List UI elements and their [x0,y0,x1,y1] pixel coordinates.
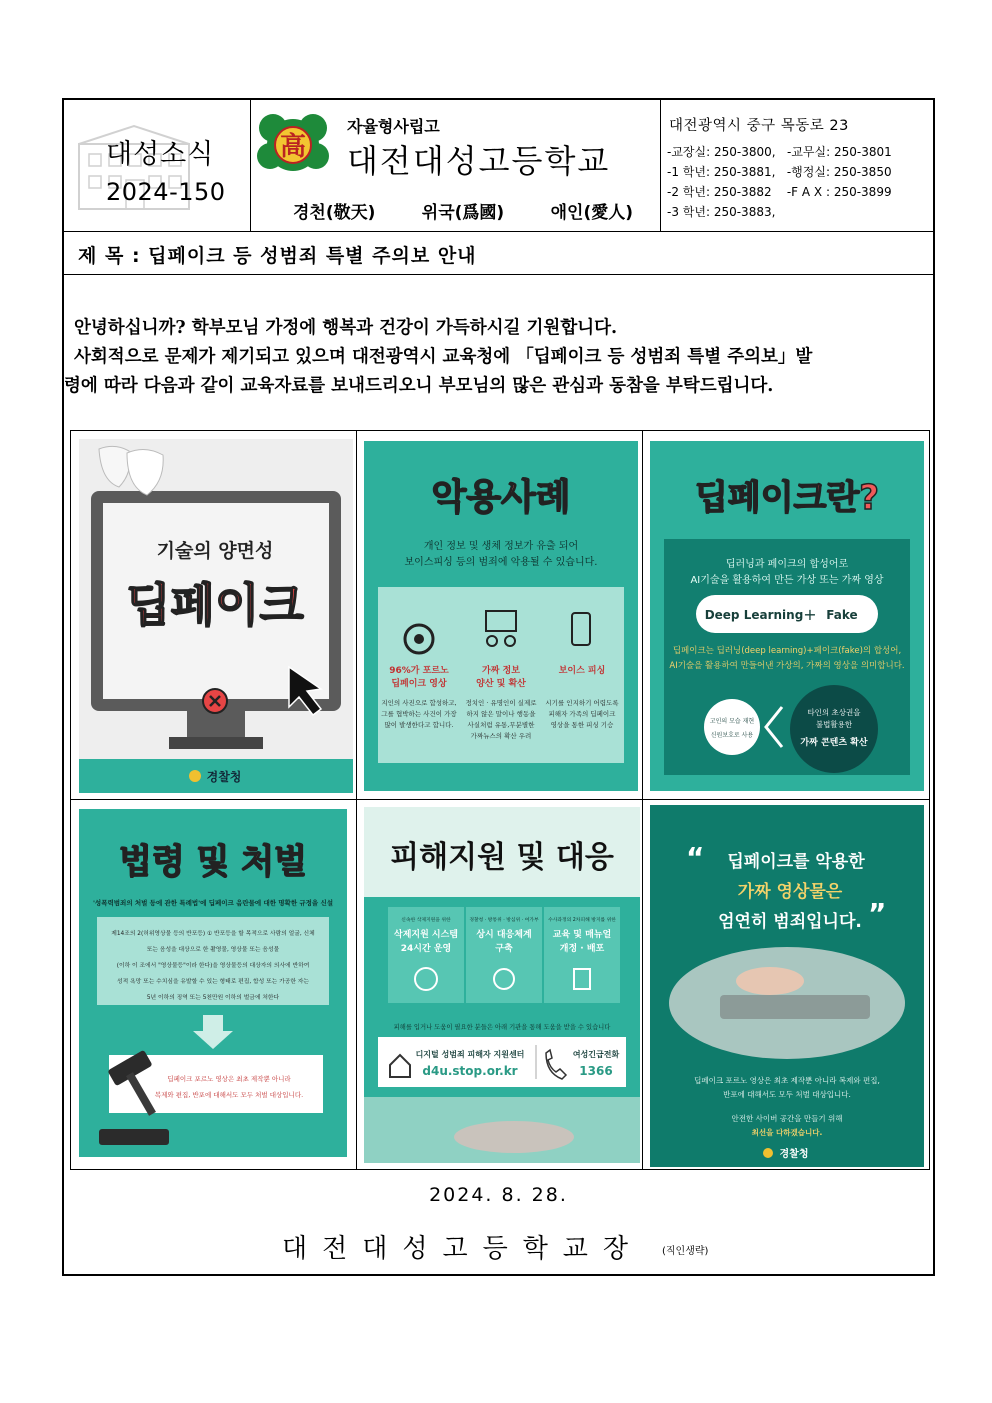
body-line-1: 안녕하십니까? 학부모님 가정에 행복과 건강이 가득하시길 기원합니다. [74,318,618,338]
principal-signature: 대전대성고등학교장 [282,1234,644,1264]
c2-intro-1: 개인 정보 및 생체 정보가 유출 되어 [423,541,579,552]
c5-col-big: 삭제지원 시스템 [394,930,458,940]
c5-col-big: 24시간 운영 [400,944,452,954]
c3-desc-1: 딥러닝과 페이크의 합성어로 [725,559,849,570]
school-name: 대전대성고등학교 [347,142,611,180]
c2-item2-title2: 양산 및 확산 [476,679,526,689]
poster-victim-support [364,807,640,1163]
school-emblem-icon [255,112,331,178]
school-address: 대전광역시 중구 목동로 23 [669,118,849,134]
c3-def-2: AI기술을 활용하여 만들어낸 가상의, 가짜의 영상을 의미합니다. [669,661,905,671]
c3-circle-small: 고인의 모습 재현 [709,718,755,725]
c2-item2-desc: 사실처럼 유통,무분별한 [467,721,535,729]
school-info [251,100,661,231]
c3-title: 딥페이크란? [695,478,879,518]
c5-phone-num: 1366 [579,1064,613,1078]
subject-title: 제 목 : 딥페이크 등 성범죄 특별 주의보 안내 [78,245,477,267]
school-type: 자율형사립고 [347,117,440,136]
header [64,100,933,232]
newsletter-number: 2024-150 [106,178,226,206]
poster-law-penalty [79,809,347,1157]
c2-item1-desc: 지인의 사진으로 합성하고, [381,699,457,707]
poster-misuse-cases [364,441,638,791]
document-frame [62,98,935,1276]
c2-item1-title2: 딥페이크 영상 [391,679,447,689]
c5-help: 피해를 입거나 도움이 필요한 분들은 아래 기관을 통해 도움을 받을 수 있습니다 [393,1024,611,1031]
c5-center-name: 디지털 성범죄 피해자 지원센터 [415,1050,525,1059]
c2-intro-2: 보이스피싱 등의 범죄에 악용될 수 있습니다. [404,557,598,568]
motto-2: 위국(爲國) [421,203,505,223]
c2-item3-desc: 시기를 인지하기 어렵도록 [545,699,619,707]
c6-desc: 반포에 대해서도 모두 처벌 대상입니다. [723,1090,851,1099]
c3-def-1: 딥페이크는 딥러닝(deep learning)+페이크(fake)의 합성어, [672,646,902,656]
c5-col-big: 개정 · 배포 [559,944,605,954]
c2-item3-desc: 영상을 통한 피싱 기승 [550,721,614,729]
c5-title: 피해지원 및 대응 [390,840,614,875]
c6-line-3: 엄연히 범죄입니다. [718,912,862,932]
c5-col-big: 상시 대응체계 [476,930,532,940]
contact-info [661,100,933,231]
c3-pill-left: Deep Learning [704,608,804,622]
poster-two-sides [79,439,353,793]
c2-item1-desc: 그를 협박하는 사건이 가장 [381,710,457,718]
c3-desc-2: AI기술을 활용하여 만든 가상 또는 가짜 영상 [690,575,884,586]
c3-circle-big: 불법활용한 [815,720,853,729]
c2-item2-desc: 정치인 · 유명인이 실제로 [465,699,537,707]
body-line-3: 령에 따라 다음과 같이 교육자료를 보내드리오니 부모님의 많은 관심과 동참을 부탁드립니다. [64,376,774,396]
phone-line: -3 학년: 250-3883, [667,205,776,219]
phone-line: -1 학년: 250-3881, -행정실: 250-3850 [667,165,892,179]
c4-law-line: 5년 이하의 징역 또는 5천만원 이하의 벌금에 처한다 [146,995,280,1001]
c5-col-big: 교육 및 매뉴얼 [552,930,612,940]
c1-title-small: 기술의 양면성 [156,540,274,562]
c3-circle-big: 가짜 콘텐츠 확산 [800,738,868,748]
document-date: 2024. 8. 28. [429,1184,568,1206]
svg-text:”: ” [868,897,887,930]
c2-item3-desc: 피해자 가족의 딥페이크 [548,710,616,718]
c3-circle-small: 신원보호로 사용 [710,732,754,739]
c2-item2-desc: 하지 않은 말이나 행동을 [466,710,536,718]
c5-col-small: 신속한 삭제지원을 위한 [401,918,451,923]
emblem-char: 高 [279,132,307,162]
c2-item2-title: 가짜 정보 [482,666,520,676]
phone-line: -2 학년: 250-3882 -F A X : 250-3899 [667,185,892,199]
c4-law-line: 성적 욕망 또는 수치심을 유발할 수 있는 형태로 편집, 합성 또는 가공한 자는 [117,979,309,985]
c6-desc: 안전한 사이버 공간을 만들기 위해 [731,1114,843,1123]
c3-pill-right: Fake [826,608,858,622]
c2-item1-desc: 많이 발생한다고 합니다. [384,721,454,729]
c4-law-line: 제14조의 2(허위영상물 등의 반포등) ① 반포등을 할 목적으로 사람의 얼굴, 신체 [111,931,315,937]
mottos [293,198,633,223]
c2-item3-title: 보이스 피싱 [558,666,606,676]
poster-grid [70,430,930,1170]
c4-title: 법령 및 처벌 [119,842,307,882]
phone-line: -교장실: 250-3800, -교무실: 250-3801 [667,145,892,159]
newsletter-box [64,100,251,231]
c5-col-small: 수사과정의 2차피해 방지를 위한 [548,918,616,923]
motto-3: 애인(愛人) [550,203,633,223]
body-line-2: 사회적으로 문제가 제기되고 있으며 대전광역시 교육청에 「딥페이크 등 성범죄 특별 주의보」발 [74,347,813,367]
c4-law-line: 또는 음성을 대상으로 한 촬영물, 영상물 또는 음성물 [146,947,280,953]
poster-crime-warning [650,805,924,1167]
subject-row [64,232,933,275]
c4-box-line: 딥페이크 포르노 영상은 최초 제작뿐 아니라 [167,1075,291,1083]
c5-center-url: d4u.stop.or.kr [422,1064,518,1078]
c1-title-big: 딥페이크 [126,578,304,632]
c6-line-1: 딥페이크를 악용한 [727,852,865,872]
c5-phone-name: 여성긴급전화 [572,1050,620,1059]
c3-circle-big: 타인의 초상권을 [807,708,861,717]
body-text [64,314,935,401]
c4-box-line: 복제와 편집, 반포에 대해서도 모두 처벌 대상입니다. [154,1091,304,1099]
c3-pill-plus: + [803,605,817,624]
seal-omitted-note: (직인생략) [662,1246,709,1257]
c4-law-line: (이하 이 조에서 "영상물등"이라 한다)을 영상물등의 대상자의 의사에 반하여 [116,963,310,969]
c2-item2-desc: 가짜뉴스의 확산 우려 [470,732,532,740]
svg-text:“: “ [686,841,705,874]
c5-col-small: 경찰청 · 방통위 · 방심위 · 여가부 [469,918,539,923]
c2-item1-title: 96%가 포르노 [389,666,449,676]
phone-list [667,142,892,222]
c5-col-big: 구축 [495,944,513,954]
c6-footer: 경찰청 [779,1149,809,1160]
c6-line-2: 가짜 영상물은 [737,882,843,902]
c6-desc: 최선을 다하겠습니다. [751,1128,823,1137]
motto-1: 경천(敬天) [293,203,376,223]
newsletter-title: 대성소식 [106,139,215,170]
poster-what-is-deepfake [650,441,924,791]
c6-desc: 딥페이크 포르노 영상은 최초 제작뿐 아니라 복제와 편집, [694,1076,880,1085]
c1-footer: 경찰청 [206,770,242,784]
c4-sub: '성폭력범죄의 처벌 등에 관한 특례법'에 딥페이크 음란물에 대한 명확한 규정을 신설 [92,899,334,907]
c2-title: 악용사례 [431,477,571,518]
